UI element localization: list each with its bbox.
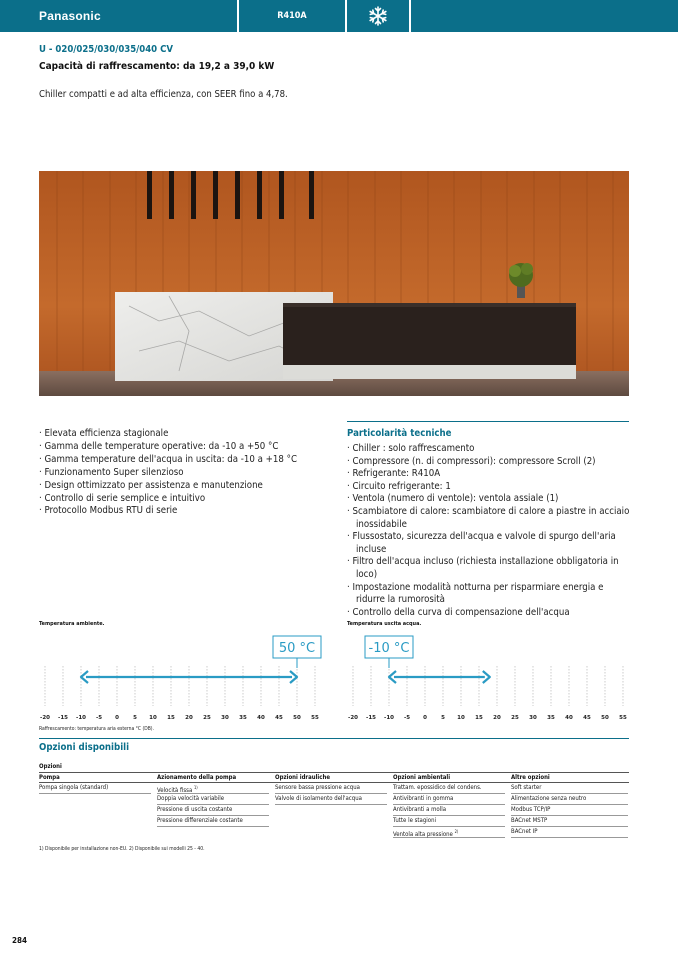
tick-label: 45 — [275, 715, 283, 721]
tick-label: -5 — [403, 715, 411, 721]
footnote-marker: 1) — [194, 785, 198, 790]
tick-label: -5 — [95, 715, 103, 721]
table-cell: Doppia velocità variabile — [157, 794, 269, 805]
tick-label: 40 — [257, 715, 265, 721]
tick-label: 30 — [529, 715, 537, 721]
table-cell: Modbus TCP/IP — [511, 805, 628, 816]
water-range-label: Temperatura uscita acqua. — [347, 621, 422, 627]
tick-label: 10 — [149, 715, 157, 721]
spec-divider — [347, 421, 629, 422]
table-cell: Sensore bassa pressione acqua — [275, 783, 387, 794]
environment-column — [393, 783, 511, 838]
options-table — [39, 772, 629, 838]
column-header: Pompa — [39, 774, 60, 781]
tick-label: 40 — [565, 715, 573, 721]
hydraulic-column — [275, 783, 393, 838]
intro-text: Chiller compatti e ad alta efficienza, con SEER fino a 4,78. — [39, 89, 288, 100]
tick-label: 30 — [221, 715, 229, 721]
column-header: Azionamento della pompa — [157, 774, 237, 781]
spec-title: Particolarità tecniche — [347, 428, 452, 439]
footnote: 1) Disponibile per installazione non-EU. 2) Disponibile sui modelli 25 - 40. — [39, 846, 205, 852]
reception-photo — [39, 171, 629, 396]
model-code: U - 020/025/030/035/040 CV — [39, 44, 173, 55]
range-badge: -10 °C — [368, 641, 410, 656]
table-cell: Antivibranti a molla — [393, 805, 505, 816]
other-options-column — [511, 783, 629, 838]
tick-label: 55 — [619, 715, 627, 721]
table-cell: Alimentazione senza neutro — [511, 794, 628, 805]
column-header: Altre opzioni — [511, 774, 550, 781]
feature-item: · Gamma temperature dell'acqua in uscita: da -10 a +18 °C — [39, 454, 339, 467]
tick-label: 20 — [493, 715, 501, 721]
table-cell: Soft starter — [511, 783, 628, 794]
feature-item: · Gamma delle temperature operative: da -10 a +50 °C — [39, 441, 339, 454]
tick-label: -10 — [384, 715, 394, 721]
column-header: Opzioni ambientali — [393, 774, 451, 781]
tick-label: 25 — [203, 715, 211, 721]
tick-label: 50 — [293, 715, 301, 721]
table-cell: Pressione differenziale costante — [157, 816, 269, 827]
spec-item: · Controllo della curva di compensazione dell'acqua — [347, 607, 632, 620]
tick-label: -15 — [58, 715, 68, 721]
feature-list — [39, 428, 339, 518]
feature-item: · Controllo di serie semplice e intuitivo — [39, 493, 339, 506]
table-cell: BACnet MSTP — [511, 816, 628, 827]
pump-drive-column — [157, 783, 275, 838]
table-cell: BACnet IP — [511, 827, 628, 838]
table-cell: Valvole di isolamento dell'acqua — [275, 794, 387, 805]
spec-item: · Flussostato, sicurezza dell'acqua e valvole di spurgo dell'aria incluse — [347, 531, 632, 556]
tick-label: 45 — [583, 715, 591, 721]
tick-label: 10 — [457, 715, 465, 721]
tick-label: 35 — [239, 715, 247, 721]
feature-item: · Funzionamento Super silenzioso — [39, 467, 339, 480]
tick-label: 15 — [167, 715, 175, 721]
spec-list — [347, 443, 632, 619]
tick-label: 5 — [441, 715, 445, 721]
tick-label: 35 — [547, 715, 555, 721]
brand-logo: Panasonic — [39, 9, 101, 23]
tick-label: -15 — [366, 715, 376, 721]
tick-label: -20 — [348, 715, 358, 721]
feature-item: · Elevata efficienza stagionale — [39, 428, 339, 441]
tick-label: 50 — [601, 715, 609, 721]
tick-label: 5 — [133, 715, 137, 721]
table-cell: Trattam. epossidico del condens. — [393, 783, 505, 794]
spec-item: · Scambiatore di calore: scambiatore di calore a piastre in acciaio inossidabile — [347, 506, 632, 531]
table-cell: Tutte le stagioni — [393, 816, 505, 827]
spec-item: · Refrigerante: R410A — [347, 468, 632, 481]
ambient-range-label: Temperatura ambiente. — [39, 621, 105, 627]
tick-label: 20 — [185, 715, 193, 721]
spec-item: · Compressore (n. di compressori): compressore Scroll (2) — [347, 456, 632, 469]
ambient-range-chart — [37, 630, 332, 724]
tick-label: 0 — [115, 715, 119, 721]
table-cell: Pressione di uscita costante — [157, 805, 269, 816]
spec-item: · Chiller : solo raffrescamento — [347, 443, 632, 456]
page-number: 284 — [12, 936, 28, 945]
water-range-chart — [345, 630, 630, 724]
table-cell — [157, 783, 269, 794]
cell-text: Ventola alta pressione — [393, 831, 453, 838]
spec-item: · Ventola (numero di ventole): ventola assiale (1) — [347, 493, 632, 506]
options-divider — [39, 738, 629, 739]
options-section-label: Opzioni — [39, 763, 62, 770]
snowflake-icon — [347, 0, 409, 32]
table-cell: Pompa singola (standard) — [39, 783, 151, 794]
header-fill — [411, 0, 678, 32]
options-title: Opzioni disponibili — [39, 742, 130, 753]
feature-item: · Design ottimizzato per assistenza e manutenzione — [39, 480, 339, 493]
tick-label: 15 — [475, 715, 483, 721]
page-header — [0, 0, 678, 32]
tick-label: -10 — [76, 715, 86, 721]
range-note: Raffrescamento: temperatura aria esterna °C (DB). — [39, 726, 154, 732]
pump-column — [39, 783, 157, 838]
spec-item: · Filtro dell'acqua incluso (richiesta installazione obbligatoria in loco) — [347, 556, 632, 581]
spec-item: · Circuito refrigerante: 1 — [347, 481, 632, 494]
options-table-header — [39, 772, 629, 783]
tick-label: 0 — [423, 715, 427, 721]
cooling-capacity: Capacità di raffrescamento: da 19,2 a 39,0 kW — [39, 61, 275, 72]
range-badge: 50 °C — [278, 641, 316, 656]
footnote-marker: 2) — [454, 829, 459, 834]
feature-item: · Protocollo Modbus RTU di serie — [39, 505, 339, 518]
table-cell — [393, 827, 505, 838]
table-cell: Antivibranti in gomma — [393, 794, 505, 805]
tick-label: -20 — [40, 715, 50, 721]
spec-item: · Impostazione modalità notturna per risparmiare energia e ridurre la rumorosità — [347, 582, 632, 607]
refrigerant-label: R410A — [277, 11, 307, 21]
tick-label: 55 — [311, 715, 319, 721]
cell-text: Velocità fissa — [157, 787, 193, 794]
tick-label: 25 — [511, 715, 519, 721]
column-header: Opzioni idrauliche — [275, 774, 330, 781]
